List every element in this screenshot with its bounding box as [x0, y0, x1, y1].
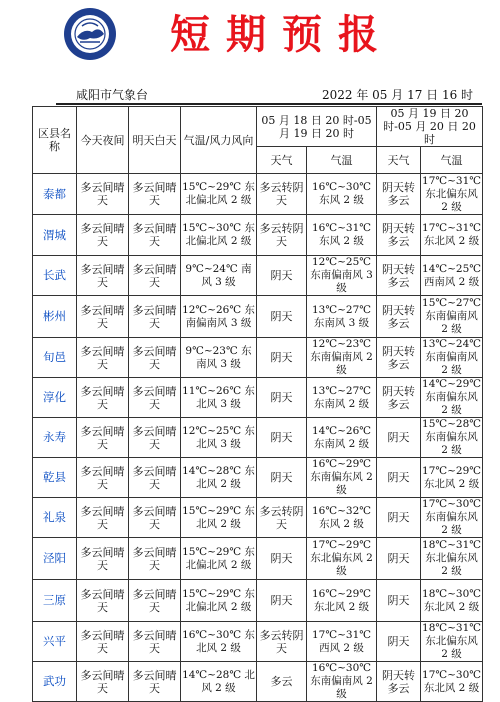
temp-wind-cell: 15℃~29℃ 东北偏北风 2 级 [181, 174, 257, 215]
p1-weather-cell: 阴天 [257, 296, 307, 338]
p2-temp-cell: 17℃~30℃ 东北风 2 级 [421, 662, 483, 702]
p2-weather-cell: 阴天 [377, 538, 421, 580]
p1-temp-cell: 16℃~30℃ 东南偏南风 2 级 [307, 662, 377, 702]
tonight-cell: 多云间晴天 [77, 215, 129, 256]
tomorrow-cell: 多云间晴天 [129, 378, 181, 418]
tonight-cell: 多云间晴天 [77, 418, 129, 458]
col-tomorrow: 明天白天 [129, 107, 181, 174]
p1-temp-cell: 12℃~25℃ 东南偏南风 3 级 [307, 256, 377, 296]
table-row [33, 338, 483, 378]
tonight-cell: 多云间晴天 [77, 256, 129, 296]
p2-temp-cell: 14℃~29℃ 东南偏东风 2 级 [422, 378, 482, 416]
p1-weather-cell: 阴天 [257, 338, 307, 378]
tonight-cell: 多云间晴天 [77, 538, 129, 580]
tomorrow-cell: 多云间晴天 [129, 418, 181, 458]
p1-temp-cell: 13℃~27℃ 东南风 3 级 [307, 296, 377, 338]
p1-temp-cell: 16℃~29℃ 东北风 2 级 [307, 580, 377, 622]
p1-weather-cell: 多云 [257, 662, 307, 702]
table-row [33, 296, 483, 338]
col-p1-weather: 天气 [257, 147, 307, 174]
table-row [33, 174, 483, 215]
p2-weather-cell: 阴天 [377, 498, 421, 538]
temp-wind-cell: 12℃~25℃ 东北风 3 级 [181, 418, 257, 458]
p1-weather-cell: 阴天 [257, 538, 307, 580]
county-cell: 泰都 [33, 174, 77, 215]
p2-weather-cell: 阴天 [377, 622, 421, 662]
table-row [33, 622, 483, 662]
tonight-cell: 多云间晴天 [77, 174, 129, 215]
p1-temp-cell: 17℃~31℃ 西风 2 级 [307, 622, 377, 662]
tonight-cell: 多云间晴天 [77, 622, 129, 662]
temp-wind-cell: 12℃~26℃ 东南偏南风 3 级 [181, 296, 257, 338]
meteorological-bureau-logo-icon [62, 6, 118, 62]
p2-temp-cell: 15℃~28℃ 东南偏东风 2 级 [422, 418, 482, 456]
col-county: 区县名称 [33, 107, 77, 174]
p2-weather-cell: 阴天转多云 [377, 662, 421, 702]
p2-weather-cell: 阴天 [377, 458, 421, 498]
p1-weather-cell: 阴天 [257, 256, 307, 296]
temp-wind-cell: 14℃~28℃ 东北风 2 级 [181, 458, 257, 498]
p1-weather-cell: 阴天 [257, 580, 307, 622]
tomorrow-cell: 多云间晴天 [129, 215, 181, 256]
tonight-cell: 多云间晴天 [77, 296, 129, 338]
p1-temp-cell: 14℃~26℃ 东南风 2 级 [307, 418, 377, 458]
p2-temp-cell: 15℃~27℃ 东南偏南风 2 级 [421, 296, 483, 338]
col-period1: 05 月 18 日 20 时-05 月 19 日 20 时 [257, 107, 377, 147]
county-cell: 兴平 [33, 622, 77, 662]
tomorrow-cell: 多云间晴天 [129, 458, 181, 498]
p2-weather-cell: 阴天 [377, 580, 421, 622]
temp-wind-cell: 15℃~29℃ 东北偏北风 2 级 [181, 538, 257, 580]
p2-weather-cell: 阴天转多云 [377, 174, 421, 215]
table-row [33, 662, 483, 702]
tonight-cell: 多云间晴天 [77, 580, 129, 622]
tonight-cell: 多云间晴天 [77, 498, 129, 538]
p2-weather-cell: 阴天 [377, 418, 421, 458]
p2-temp-cell: 13℃~24℃ 东南偏南风 2 级 [422, 338, 482, 376]
table-row [33, 418, 483, 458]
temp-wind-cell: 9℃~24℃ 南风 3 级 [181, 256, 257, 296]
table-row [33, 538, 483, 580]
p2-weather-cell: 阴天转多云 [377, 296, 421, 338]
county-cell: 礼泉 [33, 498, 77, 538]
tomorrow-cell: 多云间晴天 [129, 174, 181, 215]
county-cell: 永寿 [33, 418, 77, 458]
col-p1-temp: 气温 [307, 147, 377, 174]
p1-weather-cell: 多云转阴天 [257, 174, 307, 215]
p2-temp-cell: 14℃~25℃ 西南风 2 级 [421, 256, 483, 296]
tonight-cell: 多云间晴天 [77, 338, 129, 378]
p2-weather-cell: 阴天转多云 [377, 378, 421, 418]
col-p2-temp: 气温 [421, 147, 483, 174]
issue-time: 2022 年 05 月 17 日 16 时 [322, 88, 474, 102]
p1-temp-cell: 16℃~30℃ 东风 2 级 [307, 174, 377, 215]
county-cell: 三原 [33, 580, 77, 622]
tonight-cell: 多云间晴天 [77, 378, 129, 418]
p2-weather-cell: 阴天转多云 [377, 256, 421, 296]
p1-temp-cell: 13℃~27℃ 东南风 2 级 [307, 378, 377, 418]
table-row [33, 458, 483, 498]
temp-wind-cell: 15℃~29℃ 东北风 2 级 [181, 498, 257, 538]
temp-wind-cell: 11℃~26℃ 东北风 3 级 [181, 378, 257, 418]
col-p2-weather: 天气 [377, 147, 421, 174]
county-cell: 武功 [33, 662, 77, 702]
p1-temp-cell: 16℃~29℃ 东南偏东风 2 级 [307, 458, 377, 498]
temp-wind-cell: 9℃~23℃ 东南风 3 级 [181, 338, 257, 378]
tomorrow-cell: 多云间晴天 [129, 296, 181, 338]
issuing-office: 咸阳市气象台 [76, 88, 149, 102]
p1-temp-cell: 16℃~31℃ 东风 2 级 [307, 215, 377, 256]
p1-weather-cell: 阴天 [257, 458, 307, 498]
p1-temp-cell: 16℃~32℃ 东风 2 级 [307, 498, 377, 538]
table-row [33, 498, 483, 538]
temp-wind-cell: 15℃~29℃ 东北偏北风 2 级 [181, 580, 257, 622]
col-tonight: 今天夜间 [77, 107, 129, 174]
table-row [33, 378, 483, 418]
p1-temp-cell: 12℃~23℃ 东南偏南风 2 级 [307, 338, 377, 378]
p2-weather-cell: 阴天转多云 [377, 215, 421, 256]
temp-wind-cell: 16℃~30℃ 东北风 2 级 [181, 622, 257, 662]
p1-weather-cell: 阴天 [257, 418, 307, 458]
temp-wind-cell: 14℃~28℃ 北风 2 级 [181, 662, 257, 702]
tomorrow-cell: 多云间晴天 [129, 580, 181, 622]
county-cell: 彬州 [33, 296, 77, 338]
forecast-table [32, 106, 483, 702]
tomorrow-cell: 多云间晴天 [129, 338, 181, 378]
tomorrow-cell: 多云间晴天 [129, 256, 181, 296]
tomorrow-cell: 多云间晴天 [129, 498, 181, 538]
page-title: 短期预报 [170, 12, 394, 58]
tonight-cell: 多云间晴天 [77, 458, 129, 498]
p1-temp-cell: 17℃~29℃ 东北偏东风 2 级 [307, 538, 377, 580]
temp-wind-cell: 15℃~30℃ 东北偏北风 2 级 [181, 215, 257, 256]
county-cell: 渭城 [33, 215, 77, 256]
p2-temp-cell: 17℃~31℃ 东北风 2 级 [421, 215, 483, 256]
p2-temp-cell: 18℃~30℃ 东北风 2 级 [421, 580, 483, 622]
col-temp-wind: 气温/风力风向 [181, 107, 257, 174]
p2-weather-cell: 阴天转多云 [377, 338, 421, 378]
county-cell: 淳化 [33, 378, 77, 418]
tonight-cell: 多云间晴天 [77, 662, 129, 702]
p2-temp-cell: 17℃~31℃ 东北偏东风 2 级 [422, 174, 482, 213]
table-row [33, 580, 483, 622]
header-divider [56, 103, 482, 105]
p2-temp-cell: 17℃~29℃ 东北风 2 级 [421, 458, 483, 498]
p2-temp-cell: 17℃~30℃ 东南偏东风 2 级 [422, 498, 482, 536]
p1-weather-cell: 多云转阴天 [257, 622, 307, 662]
tomorrow-cell: 多云间晴天 [129, 538, 181, 580]
p2-temp-cell: 18℃~31℃ 东北偏东风 2 级 [421, 538, 483, 580]
county-cell: 长武 [33, 256, 77, 296]
p1-weather-cell: 多云转阴天 [257, 215, 307, 256]
tomorrow-cell: 多云间晴天 [129, 622, 181, 662]
table-row [33, 215, 483, 256]
county-cell: 旬邑 [33, 338, 77, 378]
p1-weather-cell: 多云转阴天 [257, 498, 307, 538]
tomorrow-cell: 多云间晴天 [129, 662, 181, 702]
col-period2: 05 月 19 日 20 时-05 月 20 日 20 时 [377, 107, 483, 147]
table-row [33, 256, 483, 296]
p2-temp-cell: 18℃~31℃ 东北偏东风 2 级 [422, 622, 482, 660]
county-cell: 泾阳 [33, 538, 77, 580]
county-cell: 乾县 [33, 458, 77, 498]
p1-weather-cell: 阴天 [257, 378, 307, 418]
